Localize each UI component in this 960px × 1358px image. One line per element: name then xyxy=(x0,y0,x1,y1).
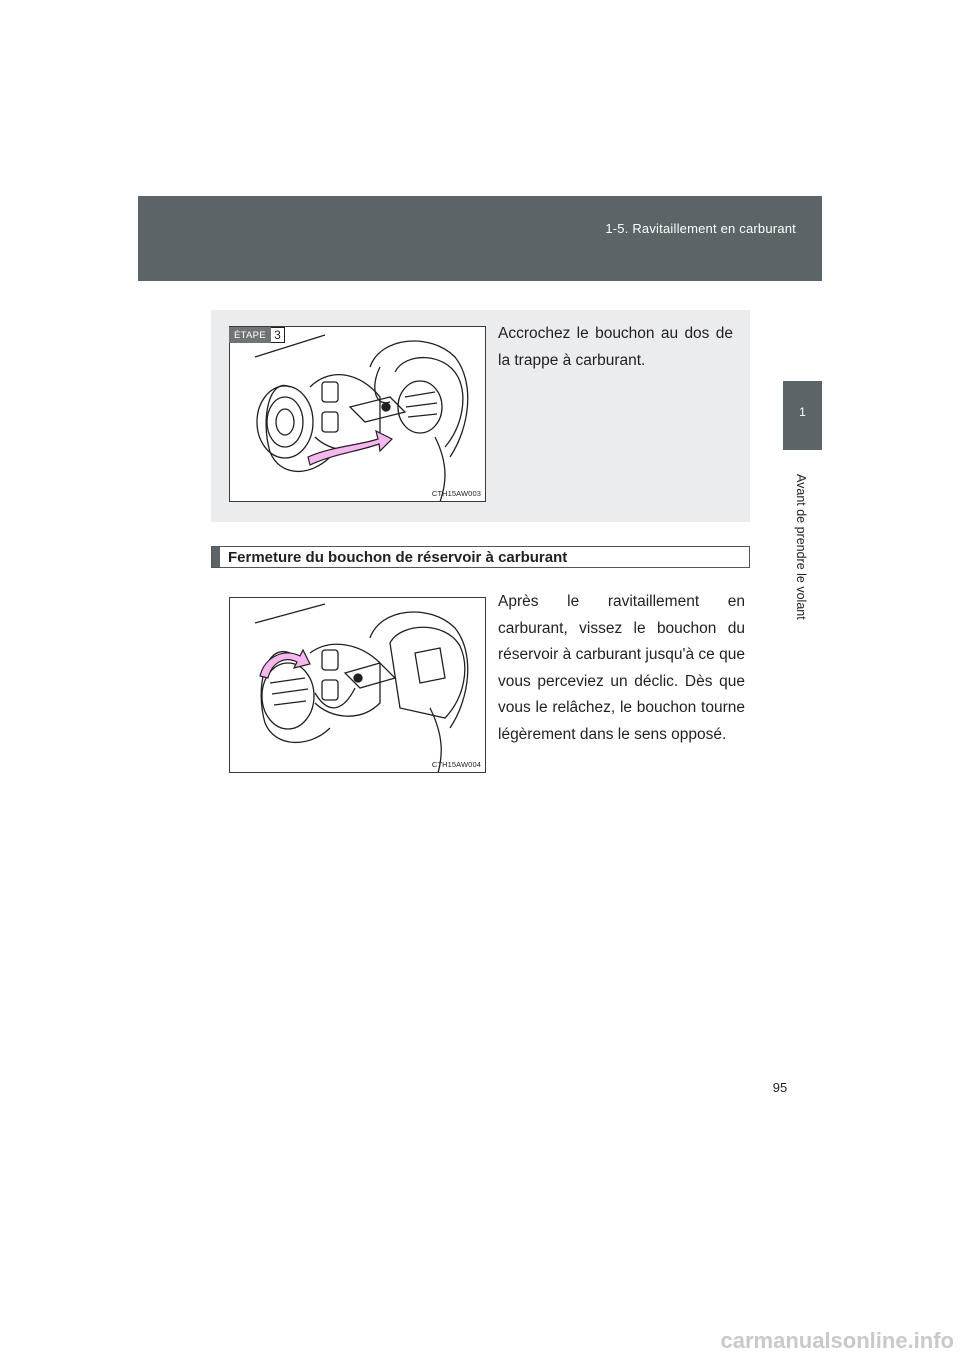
chapter-number: 1 xyxy=(799,405,806,419)
step-badge xyxy=(229,327,285,343)
watermark: carmanualsonline.info xyxy=(720,1328,954,1353)
page-number: 95 xyxy=(772,1080,788,1095)
section-title: 1-5. Ravitaillement en carburant xyxy=(605,221,796,236)
rotate-arrow-icon xyxy=(260,650,310,678)
figure-code: CTH15AW003 xyxy=(431,489,481,498)
fuel-door-drawing xyxy=(230,327,486,502)
header-band xyxy=(138,196,822,281)
fuel-cap-close-illustration xyxy=(229,597,486,773)
arrow-icon xyxy=(308,431,392,465)
section-instruction: Après le ravitaillement en carburant, vissez le bouchon du réservoir à carburant jusqu'à ce que vous perceviez un déclic. Dès que vous le relâchez, le bouchon tourne légèrement dans le sens opposé. xyxy=(498,593,745,743)
section-marker xyxy=(212,547,220,567)
figure-code: CTH15AW004 xyxy=(431,760,481,769)
step-instruction: Accrochez le bouchon au dos de la trappe à carburant. xyxy=(498,325,733,369)
fuel-cap-hang-illustration xyxy=(229,326,486,502)
step-label: ÉTAPE xyxy=(229,327,271,343)
fuel-cap-drawing xyxy=(230,598,486,773)
chapter-title: Avant de prendre le volant xyxy=(794,474,808,620)
chapter-tab[interactable] xyxy=(783,381,822,450)
step-number: 3 xyxy=(271,327,285,343)
section-heading xyxy=(211,546,750,568)
section-heading-text: Fermeture du bouchon de réservoir à carburant xyxy=(228,548,568,566)
